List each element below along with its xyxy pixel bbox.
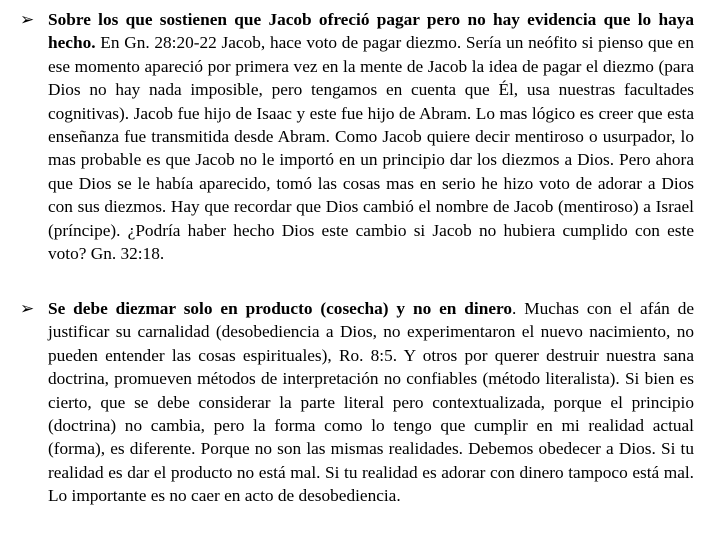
bullet-body-1: En Gn. 28:20-22 Jacob, hace voto de pagar diezmo. Sería un neófito si pienso que en ese momento apareció por primera vez en la mente de Jacob la idea de pagar el diezmo (para Dios no hay nada imposible, pero tengamos en cuenta que Él, usa nuestras facultades cognitivas). Jacob fue hijo de Isaac y este fue hijo de Abram. Lo mas lógico es creer que esta enseñanza fue transmitida desde Abram. Como Jacob quiere decir mentiroso o usurpador, lo mas probable es que Jacob no le importó en un principio dar los diezmos a Dios. Pero ahora que Dios se le había aparecido, tomó las cosas mas en serio he hizo voto de adorar a Dios con sus diezmos. Hay que recordar que Dios cambió el nombre de Jacob (mentiroso) a Israel (príncipe). ¿Podría haber hecho Dios este cambio si Jacob no hubiera cumplido con este voto? Gn. 32:18. xyxy=(48,33,694,264)
bullet-body-2: . Muchas con el afán de justificar su carnalidad (desobediencia a Dios, no experimentaron el nuevo nacimiento, no pueden entender las cosas espirituales), Ro. 8:5. Y otros por querer destruir nuestra sana doctrina, promueven métodos de interpretación no confiables (método literalista). Si bien es cierto, que se debe considerar la parte literal pero contextualizada, porque el principio (doctrina) no cambia, pero la forma como lo tengo que cumplir en mi realidad actual (forma), es diferente. Porque no son las mismas realidades. Debemos obedecer a Dios. Si tu realidad es dar el producto no está mal. Si tu realidad es adorar con dinero tampoco está mal. Lo importante es no caer en acto de desobediencia. xyxy=(48,299,695,506)
bullet-lead-2: Se debe diezmar solo en producto (cosecha) y no en dinero xyxy=(48,299,512,318)
bullet-lead-1: Sobre los que sostienen que Jacob ofreció pagar pero no hay evidencia que lo haya hecho. xyxy=(48,10,694,53)
bullet-paragraph-1 xyxy=(48,8,694,265)
bullet-marker-2 xyxy=(20,297,48,321)
bullet-paragraph-2 xyxy=(48,297,694,508)
arrow-right-icon: ➢ xyxy=(20,299,35,319)
arrow-right-icon: ➢ xyxy=(20,10,35,30)
bullet-marker-1 xyxy=(20,8,48,32)
